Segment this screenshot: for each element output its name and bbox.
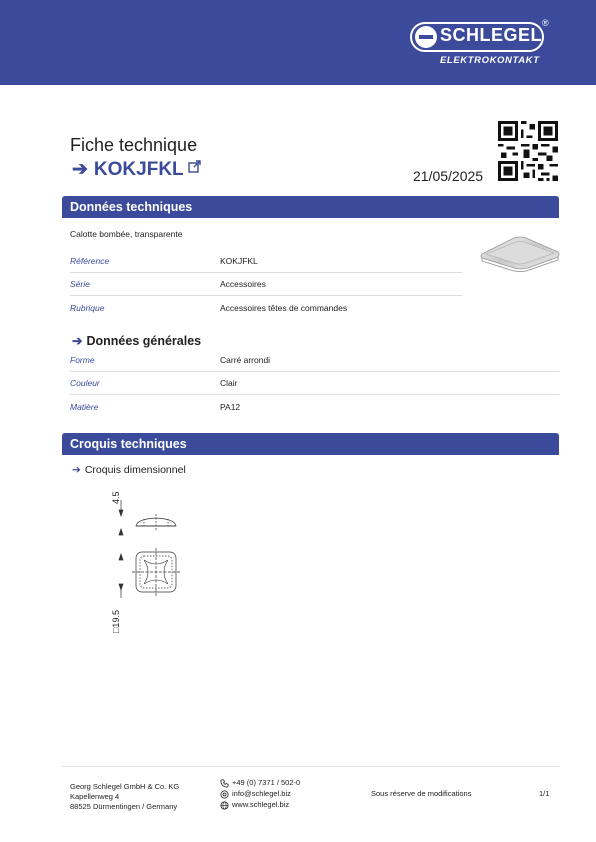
- qr-code-icon: [498, 121, 558, 181]
- footer-disclaimer: Sous réserve de modifications: [371, 789, 472, 798]
- dimension-height-label: 4.5: [111, 491, 121, 504]
- logo-subtitle: ELEKTROKONTAKT: [440, 55, 540, 66]
- spec-row: [70, 274, 462, 296]
- section-header-technical: [62, 196, 559, 218]
- footer-web[interactable]: www.schlegel.biz: [220, 800, 300, 811]
- external-link-icon[interactable]: [188, 157, 201, 179]
- footer-company: Georg Schlegel GmbH & Co. KG Kapellenweg 4 88525 Dürmentingen / Germany: [70, 782, 180, 811]
- spec-value: Clair: [220, 378, 238, 388]
- document-title: Fiche technique: [70, 135, 198, 155]
- spec-value: Carré arrondi: [220, 355, 271, 365]
- at-icon: [220, 790, 229, 799]
- arrow-right-icon: ➔: [72, 334, 83, 348]
- subsection-title-general: ➔ Données générales: [72, 334, 202, 348]
- product-image: [478, 232, 562, 272]
- spec-label: Série: [70, 279, 90, 289]
- logo-registered-mark: ®: [542, 18, 549, 28]
- logo-emblem-icon: [415, 26, 437, 48]
- footer-email[interactable]: info@schlegel.biz: [220, 789, 300, 800]
- globe-icon: [220, 801, 229, 810]
- drawing-link[interactable]: ➔ Croquis dimensionnel: [72, 464, 186, 476]
- arrow-right-icon: ➔: [72, 464, 81, 476]
- logo-text: SCHLEGEL: [440, 25, 543, 45]
- section-title: Croquis techniques: [70, 437, 187, 451]
- phone-icon: [220, 779, 229, 788]
- spec-row: [70, 298, 462, 320]
- page-number: 1/1: [539, 789, 550, 798]
- spec-value: PA12: [220, 402, 241, 412]
- spec-value: Accessoires: [220, 279, 266, 289]
- spec-row: [70, 350, 559, 372]
- spec-row: [70, 251, 462, 273]
- dimension-square-label: □19.5: [111, 610, 121, 633]
- footer-phone[interactable]: +49 (0) 7371 / 502-0: [220, 778, 300, 789]
- product-code: KOKJFKL: [93, 159, 184, 180]
- spec-label: Matière: [70, 402, 99, 412]
- footer-divider: [62, 766, 559, 767]
- spec-value: KOKJFKL: [220, 256, 258, 266]
- spec-row: [70, 397, 559, 419]
- arrow-right-icon: ➔: [72, 159, 88, 180]
- spec-label: Rubrique: [70, 303, 105, 313]
- footer-contact: [220, 778, 300, 811]
- spec-value: Accessoires têtes de commandes: [220, 303, 348, 313]
- section-header-drawings: [62, 433, 559, 455]
- document-date: 21/05/2025: [413, 168, 484, 184]
- dimension-drawing: [100, 480, 200, 645]
- spec-row: [70, 373, 559, 395]
- product-description: Calotte bombée, transparente: [70, 229, 183, 239]
- spec-label: Référence: [70, 256, 110, 266]
- product-link[interactable]: [72, 158, 201, 181]
- header-bar: [0, 0, 596, 85]
- spec-label: Couleur: [70, 378, 100, 388]
- spec-label: Forme: [70, 355, 95, 365]
- section-title: Données techniques: [70, 200, 193, 214]
